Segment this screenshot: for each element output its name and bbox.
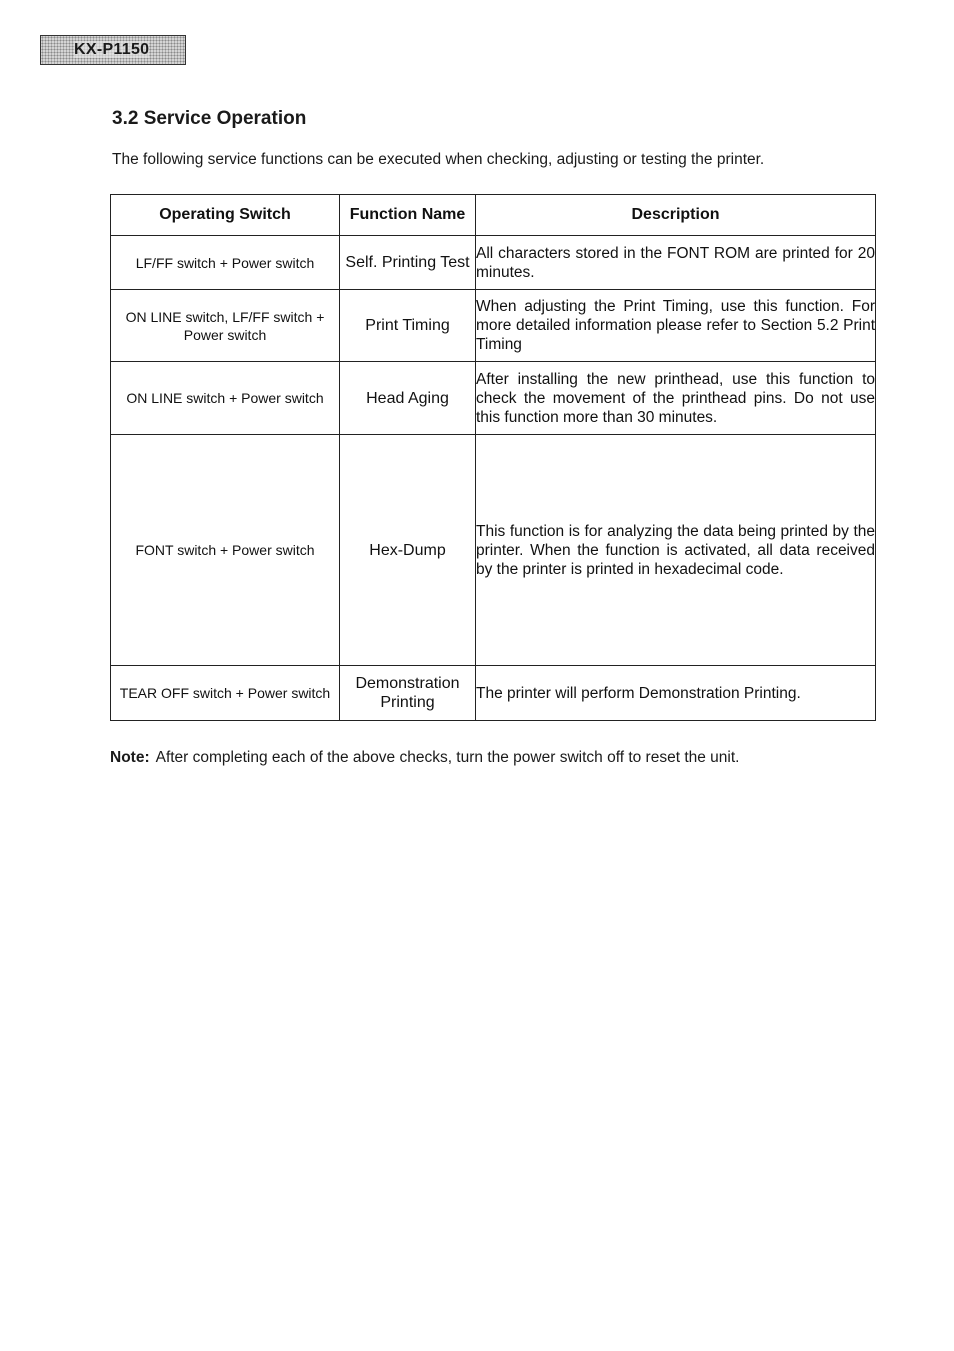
table-row [111, 290, 876, 362]
function-name-cell: Print Timing [340, 290, 476, 362]
function-name-cell: Demonstration Printing [340, 666, 476, 721]
operating-switch-cell: ON LINE switch, LF/FF switch + Power switch [111, 290, 340, 362]
header-description: Description [476, 195, 876, 236]
model-badge [40, 35, 186, 65]
note [110, 749, 739, 767]
operating-switch-cell: TEAR OFF switch + Power switch [111, 666, 340, 721]
description-cell: This function is for analyzing the data being printed by the printer. When the function is activated, all data received by the printer is printed in hexadecimal code. [476, 435, 876, 666]
table-row [111, 362, 876, 435]
operating-switch-cell: ON LINE switch + Power switch [111, 362, 340, 435]
function-name-cell: Hex-Dump [340, 435, 476, 666]
description-cell: All characters stored in the FONT ROM are printed for 20 minutes. [476, 236, 876, 290]
description-cell: After installing the new printhead, use this function to check the movement of the printhead pins. Do not use this function more than 30 minutes. [476, 362, 876, 435]
description-cell: The printer will perform Demonstration Printing. [476, 666, 876, 721]
section-title: 3.2 Service Operation [112, 108, 307, 129]
table-row [111, 236, 876, 290]
header-operating-switch: Operating Switch [111, 195, 340, 236]
service-functions-table [110, 194, 876, 721]
table-header-row [111, 195, 876, 236]
table-row [111, 435, 876, 666]
operating-switch-cell: LF/FF switch + Power switch [111, 236, 340, 290]
model-label: KX-P1150 [74, 41, 150, 58]
description-cell: When adjusting the Print Timing, use this function. For more detailed information please refer to Section 5.2 Print Timing [476, 290, 876, 362]
function-name-cell: Head Aging [340, 362, 476, 435]
header-function-name: Function Name [340, 195, 476, 236]
note-text: After completing each of the above checks, turn the power switch off to reset the unit. [155, 749, 740, 766]
note-label: Note: [110, 749, 150, 766]
operating-switch-cell: FONT switch + Power switch [111, 435, 340, 666]
function-name-cell: Self. Printing Test [340, 236, 476, 290]
intro-text: The following service functions can be executed when checking, adjusting or testing the printer. [112, 151, 765, 168]
table-row [111, 666, 876, 721]
